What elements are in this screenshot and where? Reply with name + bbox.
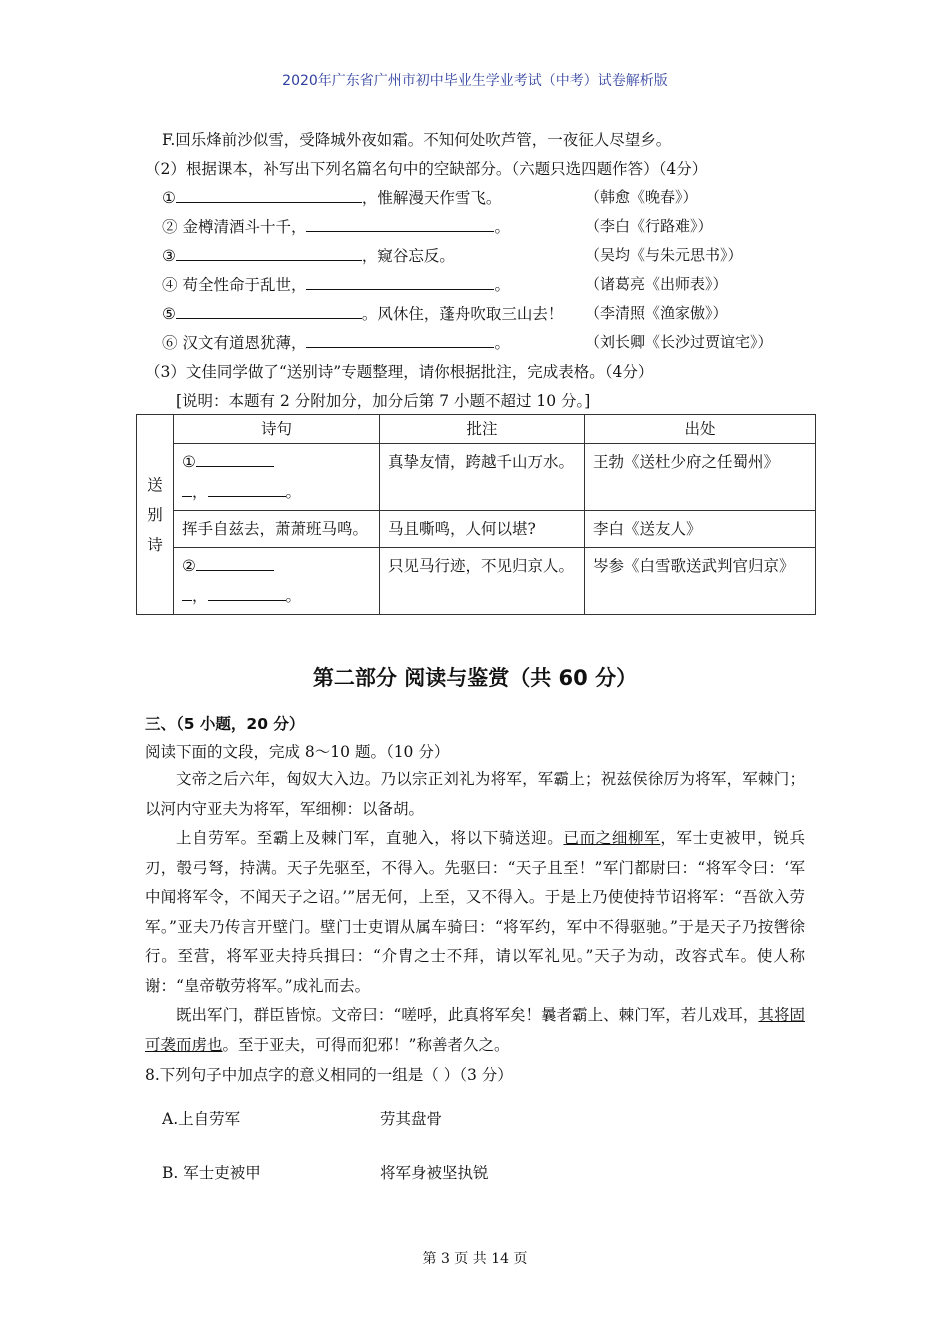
part-3-title: 三、（5 小题，20 分） [145, 715, 305, 733]
poem-cell: 挥手自兹去，萧萧班马鸣。 [174, 511, 380, 548]
option-b-left: B. 军士吏被甲 [162, 1164, 261, 1182]
item-number: ③ [162, 247, 176, 265]
question-8-title: 8.下列句子中加点字的意义相同的一组是（ ）（3 分） [145, 1066, 513, 1084]
source-cell: 王勃《送杜少府之任蜀州》 [585, 444, 816, 511]
fill-item [162, 302, 563, 324]
item-number: ⑥ [162, 334, 178, 352]
fill-item [162, 273, 510, 295]
item-text: ，惟解漫天作雪飞。 [361, 189, 502, 207]
option-a-right: 劳其盘骨 [380, 1110, 443, 1128]
item-text: 。 [494, 218, 510, 236]
fill-item [162, 215, 510, 237]
underlined-sentence: 其将固可袭而虏也 [145, 1006, 805, 1054]
poem-line-f: F.回乐烽前沙似雪，受降城外夜如霜。不知何处吹芦管，一夜征人尽望乡。 [162, 131, 672, 149]
item-text: 。 [494, 276, 510, 294]
passage-text: 上自劳军。至霸上及棘门军，直驰入，将以下骑送迎。 [176, 829, 564, 847]
item-text: 。风休住，蓬舟吹取三山去！ [361, 305, 564, 323]
item-text: 苟全性命于乱世， [182, 276, 307, 294]
side-char: 别 [147, 505, 163, 524]
passage-text: 。至于亚夫，可得而犯邪！”称善者久之。 [222, 1035, 510, 1054]
item-source: （韩愈《晚春》） [585, 188, 698, 206]
table-row [137, 444, 816, 511]
answer-blank[interactable] [306, 274, 494, 290]
side-label [137, 415, 174, 615]
side-char: 送 [147, 475, 163, 494]
answer-blank[interactable] [306, 216, 494, 232]
answer-blank[interactable] [176, 187, 362, 203]
poem-cell [174, 444, 380, 511]
answer-blank[interactable] [306, 332, 494, 348]
note-cell: 真挚友情，跨越千山万水。 [380, 444, 585, 511]
item-source: （吴均《与朱元思书》） [585, 246, 743, 264]
answer-blank[interactable] [176, 245, 362, 261]
item-number: ① [182, 453, 196, 471]
answer-blank[interactable] [182, 481, 192, 497]
item-source: （刘长卿《长沙过贾谊宅》） [585, 333, 773, 351]
answer-blank[interactable] [182, 585, 192, 601]
column-header-note: 批注 [380, 415, 585, 444]
answer-blank[interactable] [196, 555, 274, 571]
item-number: ⑤ [162, 305, 176, 323]
item-source: （诸葛亮《出师表》） [585, 275, 728, 293]
item-number: ④ [162, 276, 178, 294]
table-header-row [137, 415, 816, 444]
answer-blank[interactable] [208, 481, 286, 497]
note-cell: 马且嘶鸣，人何以堪? [380, 511, 585, 548]
punct: 。 [285, 587, 302, 605]
item-text: 。 [494, 334, 510, 352]
passage-paragraph-2 [145, 824, 805, 1001]
item-number: ② [182, 557, 196, 575]
item-number: ① [162, 189, 176, 207]
item-text: 金樽清酒斗十千， [182, 218, 307, 236]
passage-paragraph-1: 文帝之后六年，匈奴大入边。乃以宗正刘礼为将军，军霸上；祝兹侯徐厉为将军，军棘门；以河内守亚夫为将军，军细柳：以备胡。 [145, 770, 805, 818]
classical-passage [145, 765, 805, 1060]
table-row [137, 548, 816, 615]
item-text: 汉文有道恩犹薄， [182, 334, 307, 352]
item-source: （李白《行路难》） [585, 217, 713, 235]
page-footer: 第 3 页 共 14 页 [422, 1251, 528, 1267]
item-source: （李清照《渔家傲》） [585, 304, 728, 322]
item-text: ，窥谷忘反。 [361, 247, 455, 265]
option-a-left: A.上自劳军 [162, 1110, 241, 1128]
section-title: 第二部分 阅读与鉴赏（共 60 分） [312, 666, 638, 690]
answer-blank[interactable] [196, 451, 274, 467]
option-b-right: 将军身被坚执锐 [380, 1164, 489, 1182]
answer-blank[interactable] [208, 585, 286, 601]
reading-intro: 阅读下面的文段，完成 8～10 题。（10 分） [145, 743, 450, 761]
passage-paragraph-3 [145, 1001, 805, 1060]
punct: ， [192, 483, 208, 501]
column-header-source: 出处 [585, 415, 816, 444]
answer-blank[interactable] [176, 303, 362, 319]
side-char: 诗 [147, 535, 163, 554]
source-cell: 李白《送友人》 [585, 511, 816, 548]
punct: ， [192, 587, 208, 605]
question-3-note: [说明：本题有 2 分附加分，加分后第 7 小题不超过 10 分。] [176, 392, 591, 410]
fill-item [162, 186, 501, 208]
poem-cell [174, 548, 380, 615]
punct: 。 [285, 483, 302, 501]
source-cell: 岑参《白雪歌送武判官归京》 [585, 548, 816, 615]
passage-text: ，军士吏被甲，锐兵刃，彀弓弩，持满。天子先驱至，不得入。先驱曰：“天子且至！”军门都尉曰：“将军令曰：‘军中闻将军令，不闻天子之诏。’”居无何，上至，又不得入。于是上乃使使持节诏将军：“吾欲入劳军。”亚夫乃传言开壁门。壁门士吏谓从属车骑曰：“将军约，军中不得驱驰。”于是天子乃按辔徐行。至营，将军亚夫持兵揖曰：“介胄之士不拜，请以军礼见。”天子为动，改容式车。使人称谢：“皇帝敬劳将军。”成礼而去。 [145, 829, 805, 995]
item-number: ② [162, 218, 178, 236]
fill-item [162, 331, 510, 353]
note-cell: 只见马行迹，不见归京人。 [380, 548, 585, 615]
page-header: 2020年广东省广州市初中毕业生学业考试（中考）试卷解析版 [282, 73, 668, 89]
underlined-sentence: 已而之细柳军 [563, 829, 661, 847]
column-header-poem: 诗句 [174, 415, 380, 444]
question-2-title: （2）根据课本，补写出下列名篇名句中的空缺部分。（六题只选四题作答）（4分） [145, 160, 708, 178]
table-row [137, 511, 816, 548]
fill-item [162, 244, 455, 266]
passage-text: 既出军门，群臣皆惊。文帝曰：“嗟呼，此真将军矣！曩者霸上、棘门军，若儿戏耳， [176, 1006, 759, 1024]
farewell-poem-table [136, 414, 816, 615]
question-3-title: （3）文佳同学做了“送别诗”专题整理，请你根据批注，完成表格。（4分） [145, 363, 654, 381]
